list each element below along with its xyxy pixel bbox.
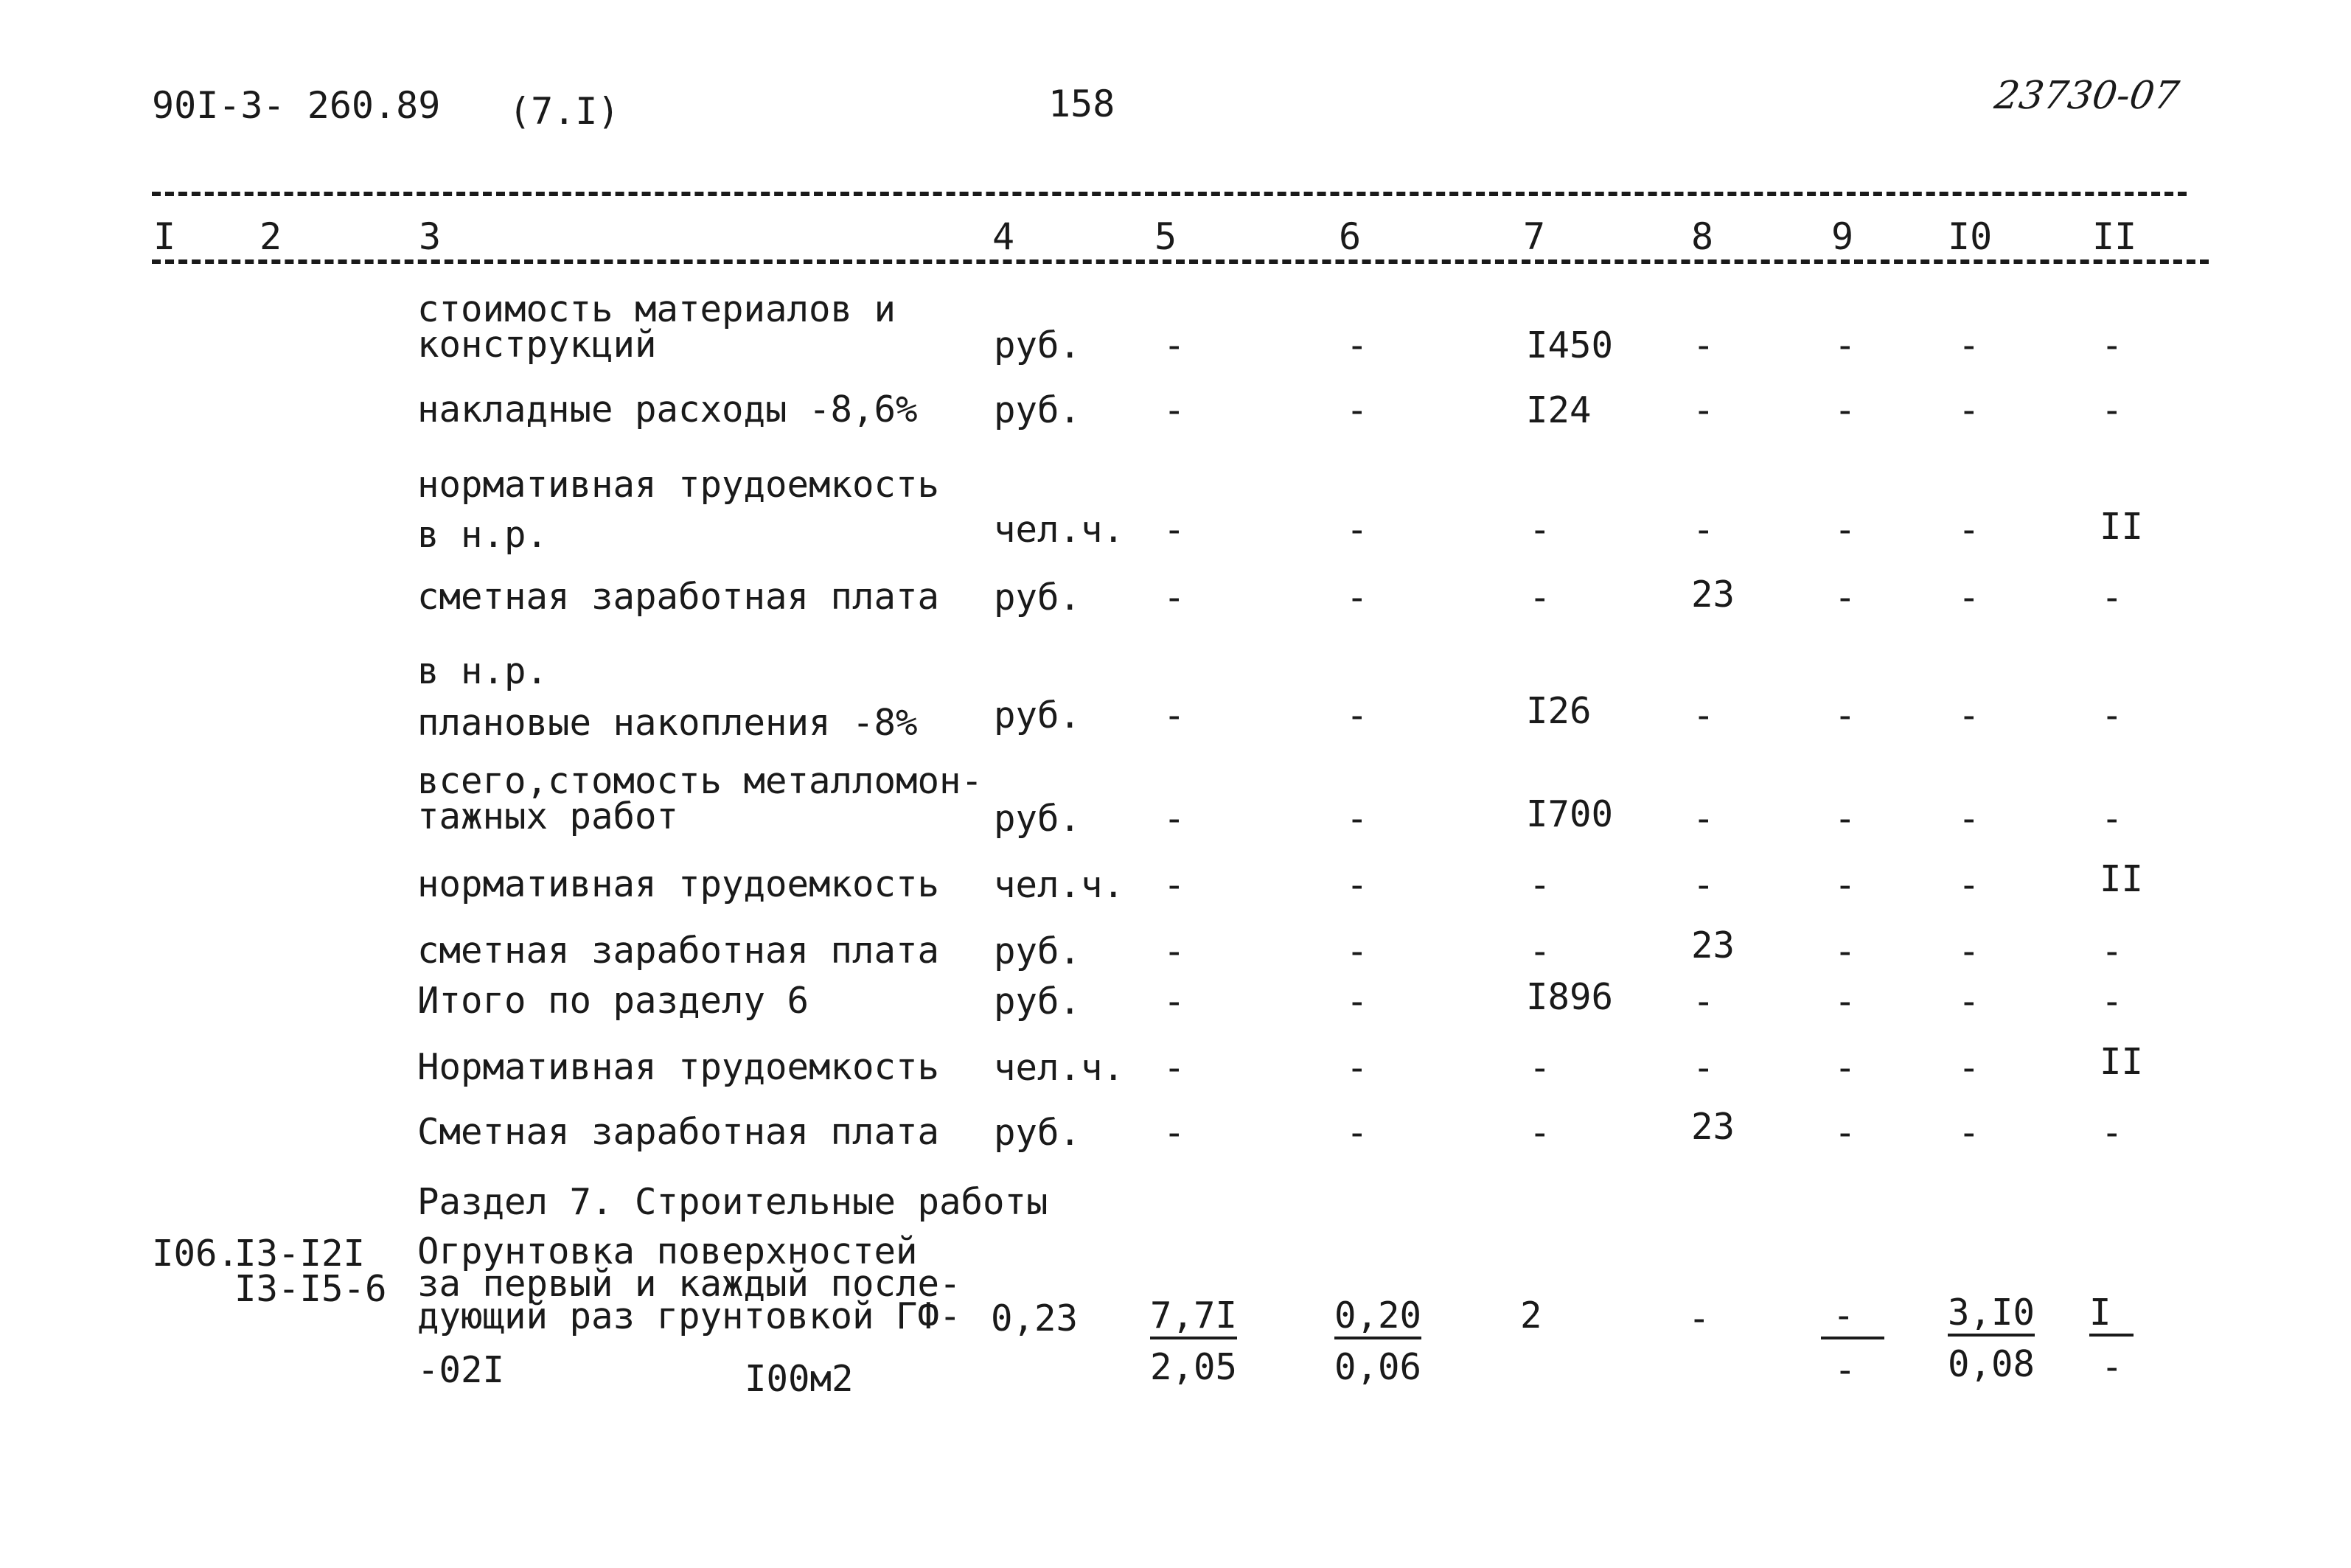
row-description: в н.р. плановые накопления -8% — [417, 650, 918, 744]
row-col6: - — [1346, 389, 1368, 431]
column-header-4: 4 — [992, 215, 1015, 258]
row-col11: - — [2101, 694, 2123, 736]
row-col8: 23 — [1691, 574, 1735, 616]
item-col10-top: 3,I0 — [1948, 1295, 2035, 1337]
row-unit: руб. — [994, 798, 1082, 840]
item-quantity: 0,23 — [991, 1297, 1079, 1339]
row-col5: - — [1163, 1047, 1185, 1089]
row-col9: - — [1834, 389, 1856, 431]
column-header-11: II — [2092, 215, 2137, 258]
section-title: Раздел 7. Строительные работы — [417, 1181, 1048, 1223]
row-col11: - — [2101, 324, 2123, 366]
document-subcode: (7.I) — [509, 90, 620, 133]
row-unit: руб. — [994, 694, 1082, 736]
row-col10: - — [1958, 389, 1980, 431]
column-header-9: 9 — [1831, 215, 1854, 258]
row-col11: II — [2100, 858, 2144, 900]
row-col7: I24 — [1526, 389, 1592, 431]
row-description: всего,стомость металломон- тажных работ — [417, 760, 983, 837]
column-header-10: I0 — [1948, 215, 1993, 258]
row-col8: - — [1693, 1047, 1715, 1089]
column-header-8: 8 — [1691, 215, 1714, 258]
row-col6: - — [1346, 324, 1368, 366]
item-unit: I00м2 — [745, 1358, 854, 1400]
row-col8: - — [1693, 509, 1715, 551]
item-code-1: I3-I2I — [234, 1233, 366, 1275]
row-unit: чел.ч. — [994, 864, 1125, 906]
row-col10: - — [1958, 324, 1980, 366]
row-col9: - — [1834, 930, 1856, 972]
row-col10: - — [1958, 509, 1980, 551]
row-description: сметная заработная плата — [417, 576, 940, 618]
row-col7: I26 — [1526, 690, 1592, 732]
row-col5: - — [1163, 509, 1185, 551]
row-description: Нормативная трудоемкость — [417, 1046, 940, 1088]
row-col8: 23 — [1691, 1106, 1735, 1148]
item-col5-top: 7,7I — [1150, 1297, 1237, 1339]
row-col6: - — [1346, 1112, 1368, 1154]
item-col10-bottom: 0,08 — [1948, 1343, 2035, 1385]
item-col5-bottom: 2,05 — [1150, 1346, 1238, 1388]
row-unit: руб. — [994, 1112, 1082, 1154]
row-col11: - — [2101, 980, 2123, 1022]
item-description-end: -02I — [417, 1349, 505, 1391]
row-col7: - — [1529, 576, 1551, 619]
row-col7: - — [1529, 930, 1551, 972]
row-col10: - — [1958, 1047, 1980, 1089]
row-col6: - — [1346, 576, 1368, 619]
row-col11: - — [2101, 798, 2123, 840]
row-col6: - — [1346, 798, 1368, 840]
row-col5: - — [1163, 930, 1185, 972]
row-col6: - — [1346, 694, 1368, 736]
row-col11: II — [2100, 506, 2144, 548]
item-number: I06. — [152, 1233, 240, 1275]
row-col5: - — [1163, 576, 1185, 619]
item-col9-top: - — [1821, 1297, 1884, 1339]
row-col11: - — [2101, 389, 2123, 431]
row-col7: - — [1529, 1047, 1551, 1089]
row-col9: - — [1834, 980, 1856, 1022]
row-col6: - — [1346, 930, 1368, 972]
row-col11: - — [2101, 930, 2123, 972]
row-col6: - — [1346, 1047, 1368, 1089]
row-col9: - — [1834, 864, 1856, 906]
row-col7: I450 — [1526, 324, 1614, 366]
row-col5: - — [1163, 980, 1185, 1022]
row-col5: - — [1163, 389, 1185, 431]
row-description: накладные расходы -8,6% — [417, 388, 918, 431]
item-col6-top: 0,20 — [1334, 1297, 1421, 1339]
item-col11-top: I — [2089, 1295, 2134, 1337]
row-col11: II — [2100, 1041, 2144, 1083]
row-unit: руб. — [994, 324, 1082, 366]
row-col5: - — [1163, 694, 1185, 736]
row-col7: - — [1529, 509, 1551, 551]
row-col9: - — [1834, 509, 1856, 551]
row-unit: руб. — [994, 576, 1082, 619]
row-col11: - — [2101, 576, 2123, 619]
row-col10: - — [1958, 864, 1980, 906]
row-col10: - — [1958, 576, 1980, 619]
row-col8: - — [1693, 694, 1715, 736]
row-col8: - — [1693, 389, 1715, 431]
row-col6: - — [1346, 509, 1368, 551]
row-col5: - — [1163, 1112, 1185, 1154]
row-col5: - — [1163, 798, 1185, 840]
row-description: Итого по разделу 6 — [417, 980, 809, 1022]
column-header-2: 2 — [260, 215, 282, 258]
row-col10: - — [1958, 694, 1980, 736]
row-col10: - — [1958, 1112, 1980, 1154]
row-col10: - — [1958, 930, 1980, 972]
column-header-7: 7 — [1523, 215, 1546, 258]
row-col11: - — [2101, 1112, 2123, 1154]
row-col7: - — [1529, 864, 1551, 906]
item-col8: - — [1688, 1297, 1710, 1339]
row-col8: 23 — [1691, 924, 1735, 966]
table-header-rule — [152, 259, 2209, 264]
row-unit: чел.ч. — [994, 509, 1125, 551]
row-col8: - — [1693, 798, 1715, 840]
row-col9: - — [1834, 798, 1856, 840]
column-header-5: 5 — [1154, 215, 1177, 258]
row-col5: - — [1163, 324, 1185, 366]
row-col9: - — [1834, 576, 1856, 619]
row-col10: - — [1958, 980, 1980, 1022]
row-col8: - — [1693, 980, 1715, 1022]
item-description: Огрунтовка поверхностей за первый и каждый после- дующий раз грунтовкой ГФ- — [417, 1230, 961, 1337]
row-description: стоимость материалов и конструкций — [417, 288, 896, 366]
row-description: нормативная трудоемкость — [417, 863, 940, 905]
row-col9: - — [1834, 694, 1856, 736]
row-col7: - — [1529, 1112, 1551, 1154]
item-col6-bottom: 0,06 — [1334, 1346, 1422, 1388]
row-description: Сметная заработная плата — [417, 1111, 940, 1153]
handwritten-doc-number: 23730-07 — [1991, 74, 2182, 118]
row-col8: - — [1693, 324, 1715, 366]
column-header-1: I — [153, 215, 176, 258]
item-code-2: I3-I5-6 — [234, 1268, 387, 1310]
row-col8: - — [1693, 864, 1715, 906]
row-col10: - — [1958, 798, 1980, 840]
row-col5: - — [1163, 864, 1185, 906]
row-unit: руб. — [994, 389, 1082, 431]
document-code: 90I-3- 260.89 — [152, 84, 441, 127]
row-col6: - — [1346, 864, 1368, 906]
item-col7: 2 — [1520, 1295, 1542, 1337]
row-col9: - — [1834, 1112, 1856, 1154]
item-col9-bottom: - — [1834, 1349, 1856, 1391]
row-description: нормативная трудоемкость в н.р. — [417, 464, 940, 556]
row-description: сметная заработная плата — [417, 930, 940, 972]
item-col11-bottom: - — [2101, 1346, 2123, 1388]
row-col9: - — [1834, 1047, 1856, 1089]
table-top-rule — [152, 192, 2187, 196]
column-header-3: 3 — [419, 215, 442, 258]
row-unit: руб. — [994, 980, 1082, 1022]
column-header-6: 6 — [1339, 215, 1362, 258]
row-col7: I896 — [1526, 976, 1614, 1018]
row-col7: I700 — [1526, 793, 1614, 835]
row-unit: чел.ч. — [994, 1047, 1125, 1089]
row-col6: - — [1346, 980, 1368, 1022]
row-unit: руб. — [994, 930, 1082, 972]
row-col9: - — [1834, 324, 1856, 366]
page-number: 158 — [1048, 83, 1115, 125]
